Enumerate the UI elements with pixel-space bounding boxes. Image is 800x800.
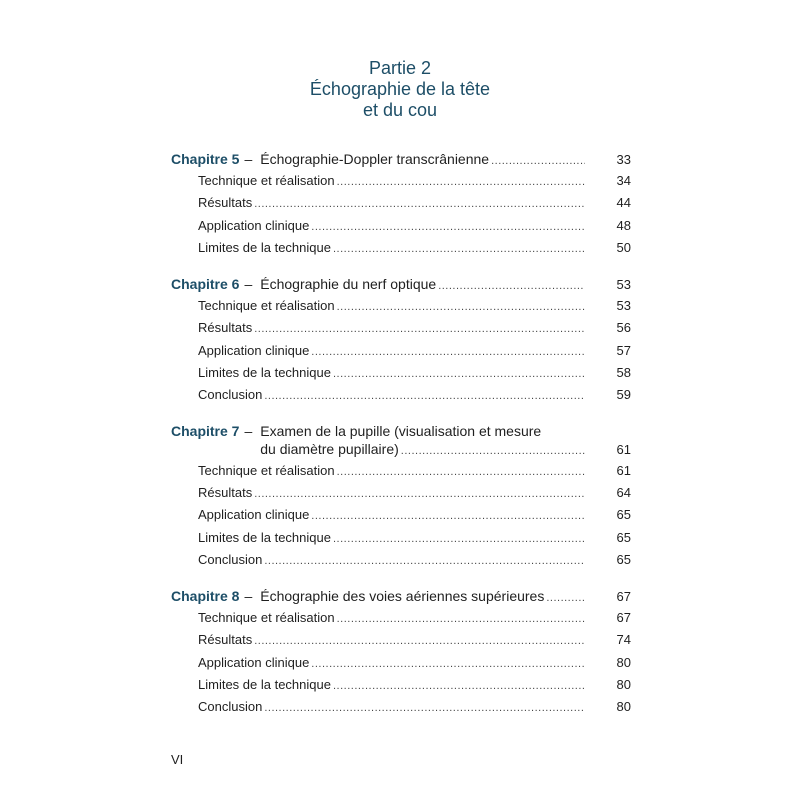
section-title: Limites de la technique [198, 676, 331, 692]
dot-leader [311, 653, 585, 675]
page-number: 80 [616, 698, 631, 714]
dot-leader [401, 442, 585, 460]
chapter-label: Chapitre 7 [171, 423, 240, 440]
chapter-label: Chapitre 8 [171, 588, 240, 604]
chapter-5 [171, 148, 631, 259]
dot-leader [264, 550, 585, 572]
page-number: 59 [616, 386, 631, 402]
section-entry[interactable] [171, 527, 631, 549]
section-entry[interactable] [171, 215, 631, 237]
page-number: 67 [616, 610, 631, 626]
dot-leader [337, 461, 585, 483]
page-number: 56 [616, 320, 631, 336]
page-number: 57 [616, 342, 631, 358]
section-entry[interactable] [171, 295, 631, 317]
page-number: 65 [616, 507, 631, 523]
dot-leader [438, 275, 585, 297]
section-entry[interactable] [171, 362, 631, 384]
chapter-title: Échographie-Doppler transcrânienne [260, 151, 490, 167]
section-title: Technique et réalisation [198, 610, 335, 626]
section-title: Application clinique [198, 654, 310, 670]
dot-leader [337, 296, 585, 318]
section-title: Résultats [198, 320, 253, 336]
page-number: 67 [616, 589, 631, 604]
dot-leader [337, 171, 585, 193]
table-of-contents [171, 148, 631, 732]
dot-leader [311, 505, 585, 527]
dot-leader [546, 587, 585, 609]
chapter-entry[interactable] [171, 148, 631, 170]
chapter-entry[interactable] [171, 420, 631, 460]
section-entry[interactable] [171, 607, 631, 629]
chapter-label: Chapitre 6 [171, 275, 240, 292]
section-entry[interactable] [171, 549, 631, 571]
section-entry[interactable] [171, 384, 631, 406]
section-entry[interactable] [171, 340, 631, 362]
section-entry[interactable] [171, 674, 631, 696]
section-title: Application clinique [198, 507, 310, 523]
dot-leader [333, 675, 585, 697]
chapter-8 [171, 585, 631, 718]
page-number: 80 [616, 654, 631, 670]
section-title: Résultats [198, 195, 253, 211]
section-title: Limites de la technique [198, 239, 331, 255]
section-title: Résultats [198, 632, 253, 648]
chapter-separator: – [244, 275, 253, 292]
part-heading [0, 58, 800, 121]
section-entry[interactable] [171, 237, 631, 259]
part-number: Partie 2 [368, 58, 432, 78]
section-entry[interactable] [171, 696, 631, 718]
chapter-separator: – [244, 423, 253, 440]
chapter-title-line1: Examen de la pupille (visualisation et mesure [260, 423, 542, 440]
part-title-line1: Échographie de la tête [309, 79, 491, 99]
section-entry[interactable] [171, 629, 631, 651]
chapter-separator: – [244, 588, 253, 604]
section-entry[interactable] [171, 192, 631, 214]
dot-leader [333, 363, 585, 385]
section-entry[interactable] [171, 460, 631, 482]
chapter-separator: – [244, 151, 253, 167]
page-number: 34 [616, 173, 631, 189]
dot-leader [254, 318, 585, 340]
dot-leader [254, 193, 585, 215]
page-number: 48 [616, 217, 631, 233]
dot-leader [333, 528, 585, 550]
dot-leader [264, 697, 585, 719]
dot-leader [311, 341, 585, 363]
page-number: 61 [616, 463, 631, 479]
dot-leader [254, 483, 585, 505]
page-number: 53 [616, 276, 631, 292]
page-number: 74 [616, 632, 631, 648]
chapter-6 [171, 273, 631, 406]
chapter-entry[interactable] [171, 585, 631, 607]
page-number: 53 [616, 298, 631, 314]
page-number: 80 [616, 676, 631, 692]
chapter-title: Échographie du nerf optique [260, 275, 437, 292]
page-number: 61 [616, 442, 631, 458]
section-title: Résultats [198, 485, 253, 501]
section-entry[interactable] [171, 504, 631, 526]
section-title: Limites de la technique [198, 364, 331, 380]
section-entry[interactable] [171, 482, 631, 504]
page-number: 64 [616, 485, 631, 501]
section-title: Technique et réalisation [198, 463, 335, 479]
dot-leader [337, 608, 585, 630]
page-number: 44 [616, 195, 631, 211]
section-title: Technique et réalisation [198, 298, 335, 314]
section-entry[interactable] [171, 652, 631, 674]
page-number: 65 [616, 529, 631, 545]
dot-leader [333, 238, 585, 260]
chapter-label: Chapitre 5 [171, 151, 240, 167]
page-number: 33 [616, 152, 631, 167]
section-title: Application clinique [198, 217, 310, 233]
chapter-title: Échographie des voies aériennes supérieures [260, 588, 545, 604]
page-folio: VI [171, 752, 184, 767]
chapter-title-line2-row [260, 440, 631, 460]
dot-leader [264, 385, 585, 407]
dot-leader [491, 150, 585, 172]
chapter-entry[interactable] [171, 273, 631, 295]
section-title: Conclusion [198, 551, 263, 567]
chapter-title-block [260, 422, 631, 460]
section-entry[interactable] [171, 317, 631, 339]
chapter-7 [171, 420, 631, 571]
dot-leader [311, 216, 585, 238]
section-title: Conclusion [198, 698, 263, 714]
section-title: Limites de la technique [198, 529, 331, 545]
page-number: 50 [616, 239, 631, 255]
section-entry[interactable] [171, 170, 631, 192]
page-number: 58 [616, 364, 631, 380]
section-title: Conclusion [198, 386, 263, 402]
section-title: Technique et réalisation [198, 173, 335, 189]
dot-leader [254, 630, 585, 652]
page-number: 65 [616, 551, 631, 567]
chapter-title-line2: du diamètre pupillaire) [260, 441, 399, 458]
part-title-line2: et du cou [362, 100, 438, 120]
section-title: Application clinique [198, 342, 310, 358]
